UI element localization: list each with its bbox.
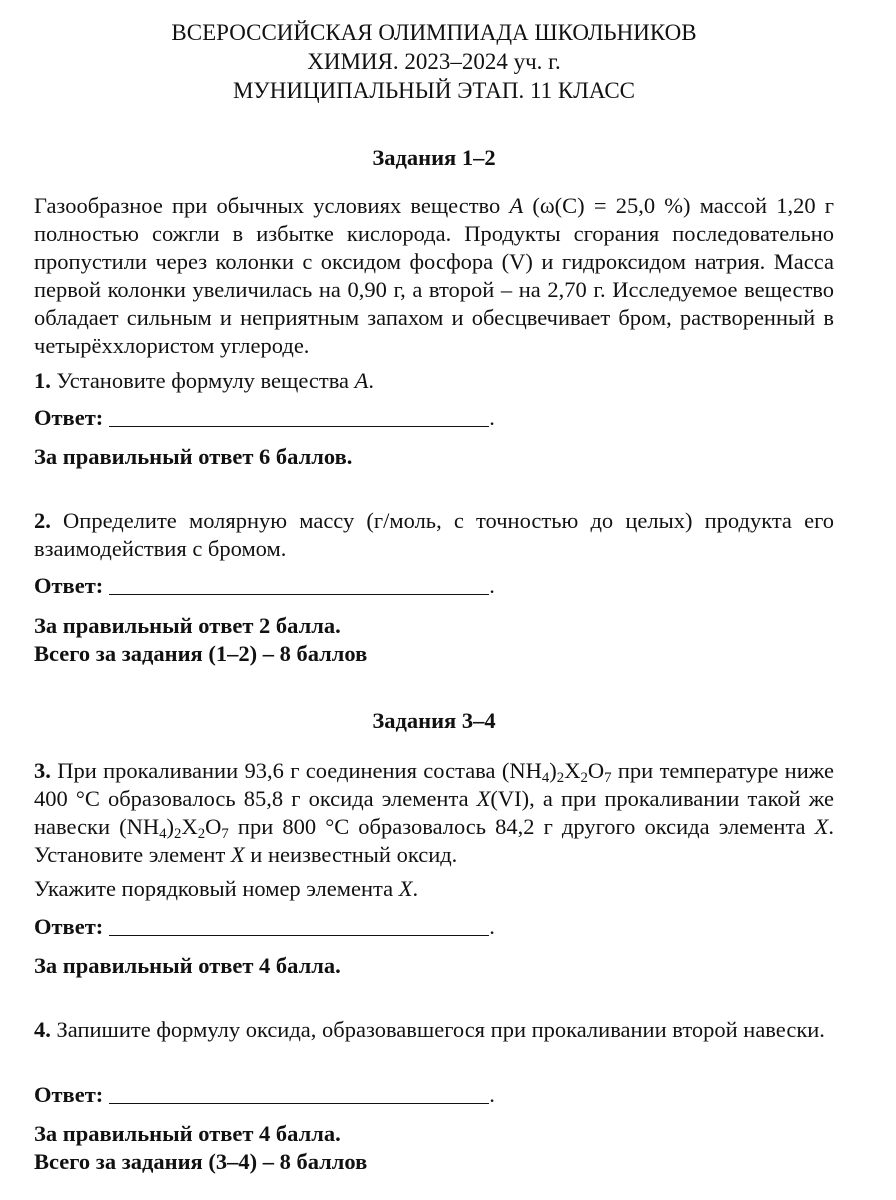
answer-row-4: Ответ: . bbox=[34, 1082, 495, 1107]
answer-field-3[interactable] bbox=[109, 915, 489, 936]
total-3-4: Всего за задания (3–4) – 8 баллов bbox=[34, 1149, 368, 1174]
answer-label: Ответ: bbox=[34, 914, 104, 939]
answer-row-2: Ответ: . bbox=[34, 573, 495, 598]
stage-grade: МУНИЦИПАЛЬНЫЙ ЭТАП. 11 КЛАСС bbox=[232, 78, 636, 103]
score-1: За правильный ответ 6 баллов. bbox=[34, 444, 353, 469]
question-3: 3. При прокаливании 93,6 г соединения состава $(NH_4)_2X_2O_7$ при температуре ниже 400 °C образовалось 85,8 г оксида элемента X(VI), а при прокаливании такой же навески $(NH_4)_2X_2O_7$ при 800 °C образовалось 84,2 г другого оксида элемента X. Установите элемент X и неизвестный оксид. bbox=[34, 758, 835, 867]
question-3-prompt: Укажите порядковый номер элемента X. bbox=[34, 876, 419, 901]
olympiad-title: ВСЕРОССИЙСКАЯ ОЛИМПИАДА ШКОЛЬНИКОВ bbox=[171, 20, 697, 45]
variable-a: A bbox=[509, 193, 524, 218]
problem-statement-1-2: Газообразное при обычных условиях вещество A (ω(C) = 25,0 %) массой 1,20 г полностью сожгли в избытке кислорода. Продукты сгорания последовательно пропустили через колонки с оксидом фосфора (V) и гидроксидом натрия. Масса первой колонки увеличилась на 0,90 г, а второй – на 2,70 г. Исследуемое вещество обладает сильным и неприятным запахом и обесцвечивает бром, растворенный в четырёххлористом углероде. bbox=[34, 193, 834, 358]
answer-field-2[interactable] bbox=[109, 574, 489, 595]
question-2: 2. Определите молярную массу (г/моль, с точностью до целых) продукта его взаимодействия с бромом. bbox=[34, 508, 834, 561]
section-title-1-2: Задания 1–2 bbox=[372, 145, 496, 170]
question-1: 1. Установите формулу вещества A. bbox=[34, 368, 375, 393]
score-2: За правильный ответ 2 балла. bbox=[34, 613, 341, 638]
answer-field-4[interactable] bbox=[109, 1083, 489, 1104]
subject-year: ХИМИЯ. 2023–2024 уч. г. bbox=[307, 49, 561, 74]
score-3: За правильный ответ 4 балла. bbox=[34, 953, 341, 978]
score-4: За правильный ответ 4 балла. bbox=[34, 1121, 341, 1146]
document-header bbox=[0, 18, 868, 105]
answer-row-1: Ответ: . bbox=[34, 405, 495, 430]
total-1-2: Всего за задания (1–2) – 8 баллов bbox=[34, 641, 368, 666]
answer-field-1[interactable] bbox=[109, 406, 489, 427]
answer-label: Ответ: bbox=[34, 1082, 104, 1107]
answer-row-3: Ответ: . bbox=[34, 914, 495, 939]
answer-label: Ответ: bbox=[34, 573, 104, 598]
answer-label: Ответ: bbox=[34, 405, 104, 430]
question-4: 4. Запишите формулу оксида, образовавшегося при прокаливании второй навески. bbox=[34, 1017, 825, 1042]
section-title-3-4: Задания 3–4 bbox=[372, 708, 496, 733]
